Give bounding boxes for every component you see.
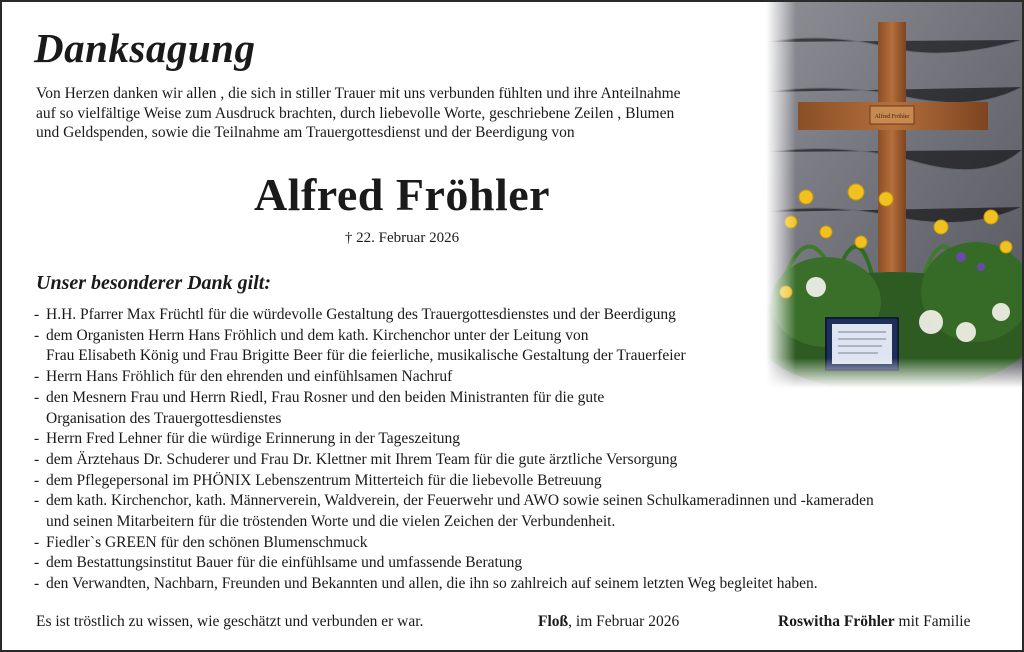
thanks-list-item [34, 388, 994, 429]
cross-plaque-text: Alfred Fröhler [874, 114, 910, 120]
thanks-item-line: H.H. Pfarrer Max Früchtl für die würdevolle Gestaltung des Trauergottesdienstes und der Beerdigung [46, 306, 676, 323]
footer-place: Floß [538, 613, 569, 630]
footer-signature [778, 613, 970, 631]
footer-closing-text: Es ist tröstlich zu wissen, wie geschätzt und verbunden er war. [36, 613, 424, 630]
thanks-list-item [34, 429, 994, 450]
footer-place-date [538, 613, 679, 631]
thanks-heading: Unser besonderer Dank gilt: [36, 272, 272, 294]
intro-line: Von Herzen danken wir allen , die sich in stiller Trauer mit uns verbunden fühlten und ihre Anteilnahme [36, 85, 681, 102]
thanks-item-line: den Verwandten, Nachbarn, Freunden und Bekannten und allen, die ihn so zahlreich auf seinem letzten Weg begleitet haben. [46, 575, 818, 593]
memorial-photo [766, 2, 1022, 388]
thanks-list-item [34, 533, 994, 554]
thanks-list-item [34, 553, 994, 574]
list-dash: - [34, 430, 40, 448]
thanks-item-line: Herrn Fred Lehner für die würdige Erinnerung in der Tageszeitung [46, 430, 460, 448]
thanks-list-item [34, 450, 994, 471]
list-dash: - [34, 575, 40, 593]
cross-with-flowers-photo-icon [766, 2, 1022, 388]
notice-title: Danksagung [34, 25, 256, 71]
footer-date: , im Februar 2026 [568, 613, 680, 630]
list-dash: - [34, 388, 40, 406]
footer-signer: Roswitha Fröhler [778, 613, 895, 630]
thanks-item-line: und seinen Mitarbeitern für die tröstenden Worte und die vielen Zeichen der Verbundenheit. [46, 513, 616, 531]
thanks-item-line: dem Pflegepersonal im PHÖNIX Lebenszentrum Mitterteich für die liebevolle Betreuung [46, 471, 602, 489]
thanks-list-item [34, 471, 994, 492]
thanks-list-item [34, 574, 994, 595]
death-date: † 22. Februar 2026 [344, 230, 460, 246]
intro-text [36, 84, 776, 143]
deceased-name: Alfred Fröhler [253, 169, 551, 220]
thanks-item-line: den Mesnern Frau und Herrn Riedl, Frau Rosner und den beiden Ministranten für die gute [46, 388, 605, 406]
list-dash: - [34, 492, 40, 510]
thanks-item-line: dem Organisten Herrn Hans Fröhlich und dem kath. Kirchenchor unter der Leitung von [46, 326, 589, 344]
list-dash: - [34, 554, 40, 572]
list-dash: - [34, 306, 40, 323]
list-dash: - [34, 326, 40, 344]
intro-line: auf so vielfältige Weise zum Ausdruck brachten, durch liebevolle Worte, geschriebene Zeilen , Blumen [36, 104, 675, 122]
list-dash: - [34, 450, 40, 468]
thanks-list-item [34, 491, 994, 532]
thanks-item-line: Herrn Hans Fröhlich für den ehrenden und einfühlsamen Nachruf [46, 368, 453, 386]
thanks-item-line: dem Bestattungsinstitut Bauer für die einfühlsame und umfassende Beratung [46, 554, 523, 572]
thanks-item-line: dem kath. Kirchenchor, kath. Männerverein, Waldverein, der Feuerwehr und AWO sowie seinen Schulkameradinnen und -kameraden [46, 492, 874, 510]
list-dash: - [34, 368, 40, 386]
list-dash: - [34, 471, 40, 489]
thanks-item-line: Frau Elisabeth König und Frau Brigitte Beer für die feierliche, musikalische Gestaltung der Trauerfeier [46, 347, 686, 365]
intro-line: und Geldspenden, sowie die Teilnahme am Trauergottesdienst und der Beerdigung von [36, 124, 575, 141]
footer-signer-suffix: mit Familie [894, 613, 971, 630]
thanks-item-line: Fiedler`s GREEN für den schönen Blumenschmuck [46, 533, 368, 551]
thanks-item-line: Organisation des Trauergottesdienstes [46, 409, 282, 427]
thanks-item-line: dem Ärztehaus Dr. Schuderer und Frau Dr. Klettner mit Ihrem Team für die gute ärztliche Versorgung [46, 450, 678, 468]
list-dash: - [34, 533, 40, 551]
